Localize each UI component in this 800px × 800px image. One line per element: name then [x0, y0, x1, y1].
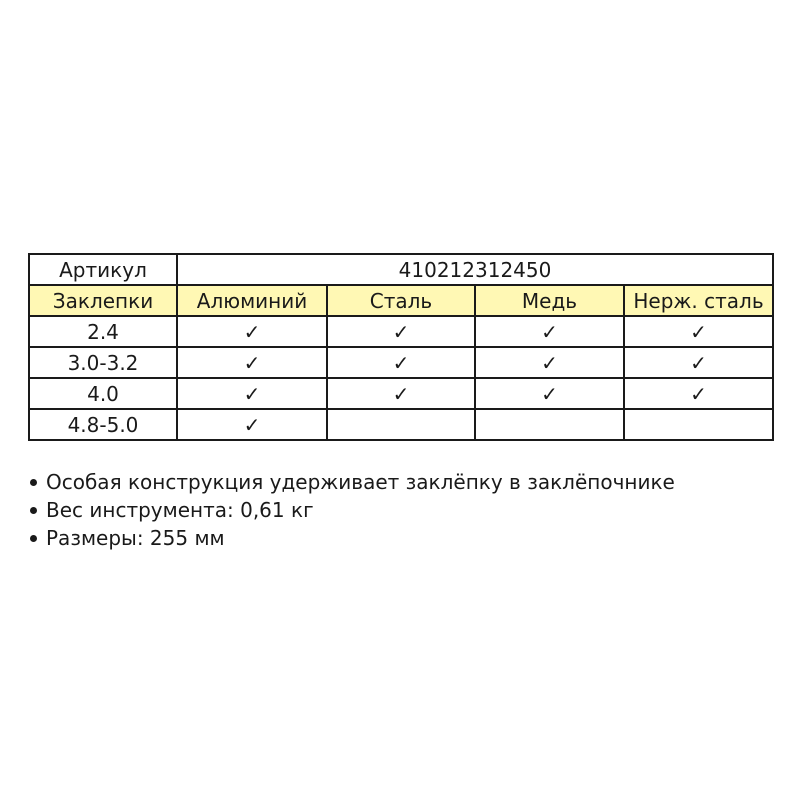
check-icon: ✓ [177, 347, 327, 378]
header-copper: Медь [475, 285, 624, 316]
tool-dimensions: Размеры: 255 мм [46, 526, 225, 550]
empty-cell [327, 409, 475, 440]
check-icon: ✓ [475, 316, 624, 347]
feature-text: Особая конструкция удерживает заклёпку в заклёпочнике [46, 470, 675, 494]
list-item [30, 524, 675, 552]
list-item [30, 468, 675, 496]
check-icon: ✓ [177, 409, 327, 440]
material-header-row [29, 285, 773, 316]
check-icon: ✓ [327, 347, 475, 378]
rivet-size: 4.8-5.0 [29, 409, 177, 440]
article-label: Артикул [29, 254, 177, 285]
rivet-size: 4.0 [29, 378, 177, 409]
header-rivets: Заклепки [29, 285, 177, 316]
article-number: 410212312450 [177, 254, 773, 285]
article-row [29, 254, 773, 285]
table-row [29, 316, 773, 347]
bullet-icon [30, 479, 37, 486]
check-icon: ✓ [624, 347, 773, 378]
tool-weight: Вес инструмента: 0,61 кг [46, 498, 314, 522]
check-icon: ✓ [624, 378, 773, 409]
check-icon: ✓ [327, 378, 475, 409]
table-row [29, 378, 773, 409]
check-icon: ✓ [624, 316, 773, 347]
check-icon: ✓ [177, 378, 327, 409]
check-icon: ✓ [327, 316, 475, 347]
bullet-icon [30, 507, 37, 514]
check-icon: ✓ [475, 378, 624, 409]
rivet-compatibility-table [28, 253, 774, 441]
empty-cell [624, 409, 773, 440]
header-aluminium: Алюминий [177, 285, 327, 316]
header-steel: Сталь [327, 285, 475, 316]
bullet-icon [30, 535, 37, 542]
table-row [29, 347, 773, 378]
rivet-size: 3.0-3.2 [29, 347, 177, 378]
feature-list [30, 468, 675, 552]
list-item [30, 496, 675, 524]
empty-cell [475, 409, 624, 440]
header-stainless-steel: Нерж. сталь [624, 285, 773, 316]
table-row [29, 409, 773, 440]
check-icon: ✓ [475, 347, 624, 378]
check-icon: ✓ [177, 316, 327, 347]
rivet-size: 2.4 [29, 316, 177, 347]
